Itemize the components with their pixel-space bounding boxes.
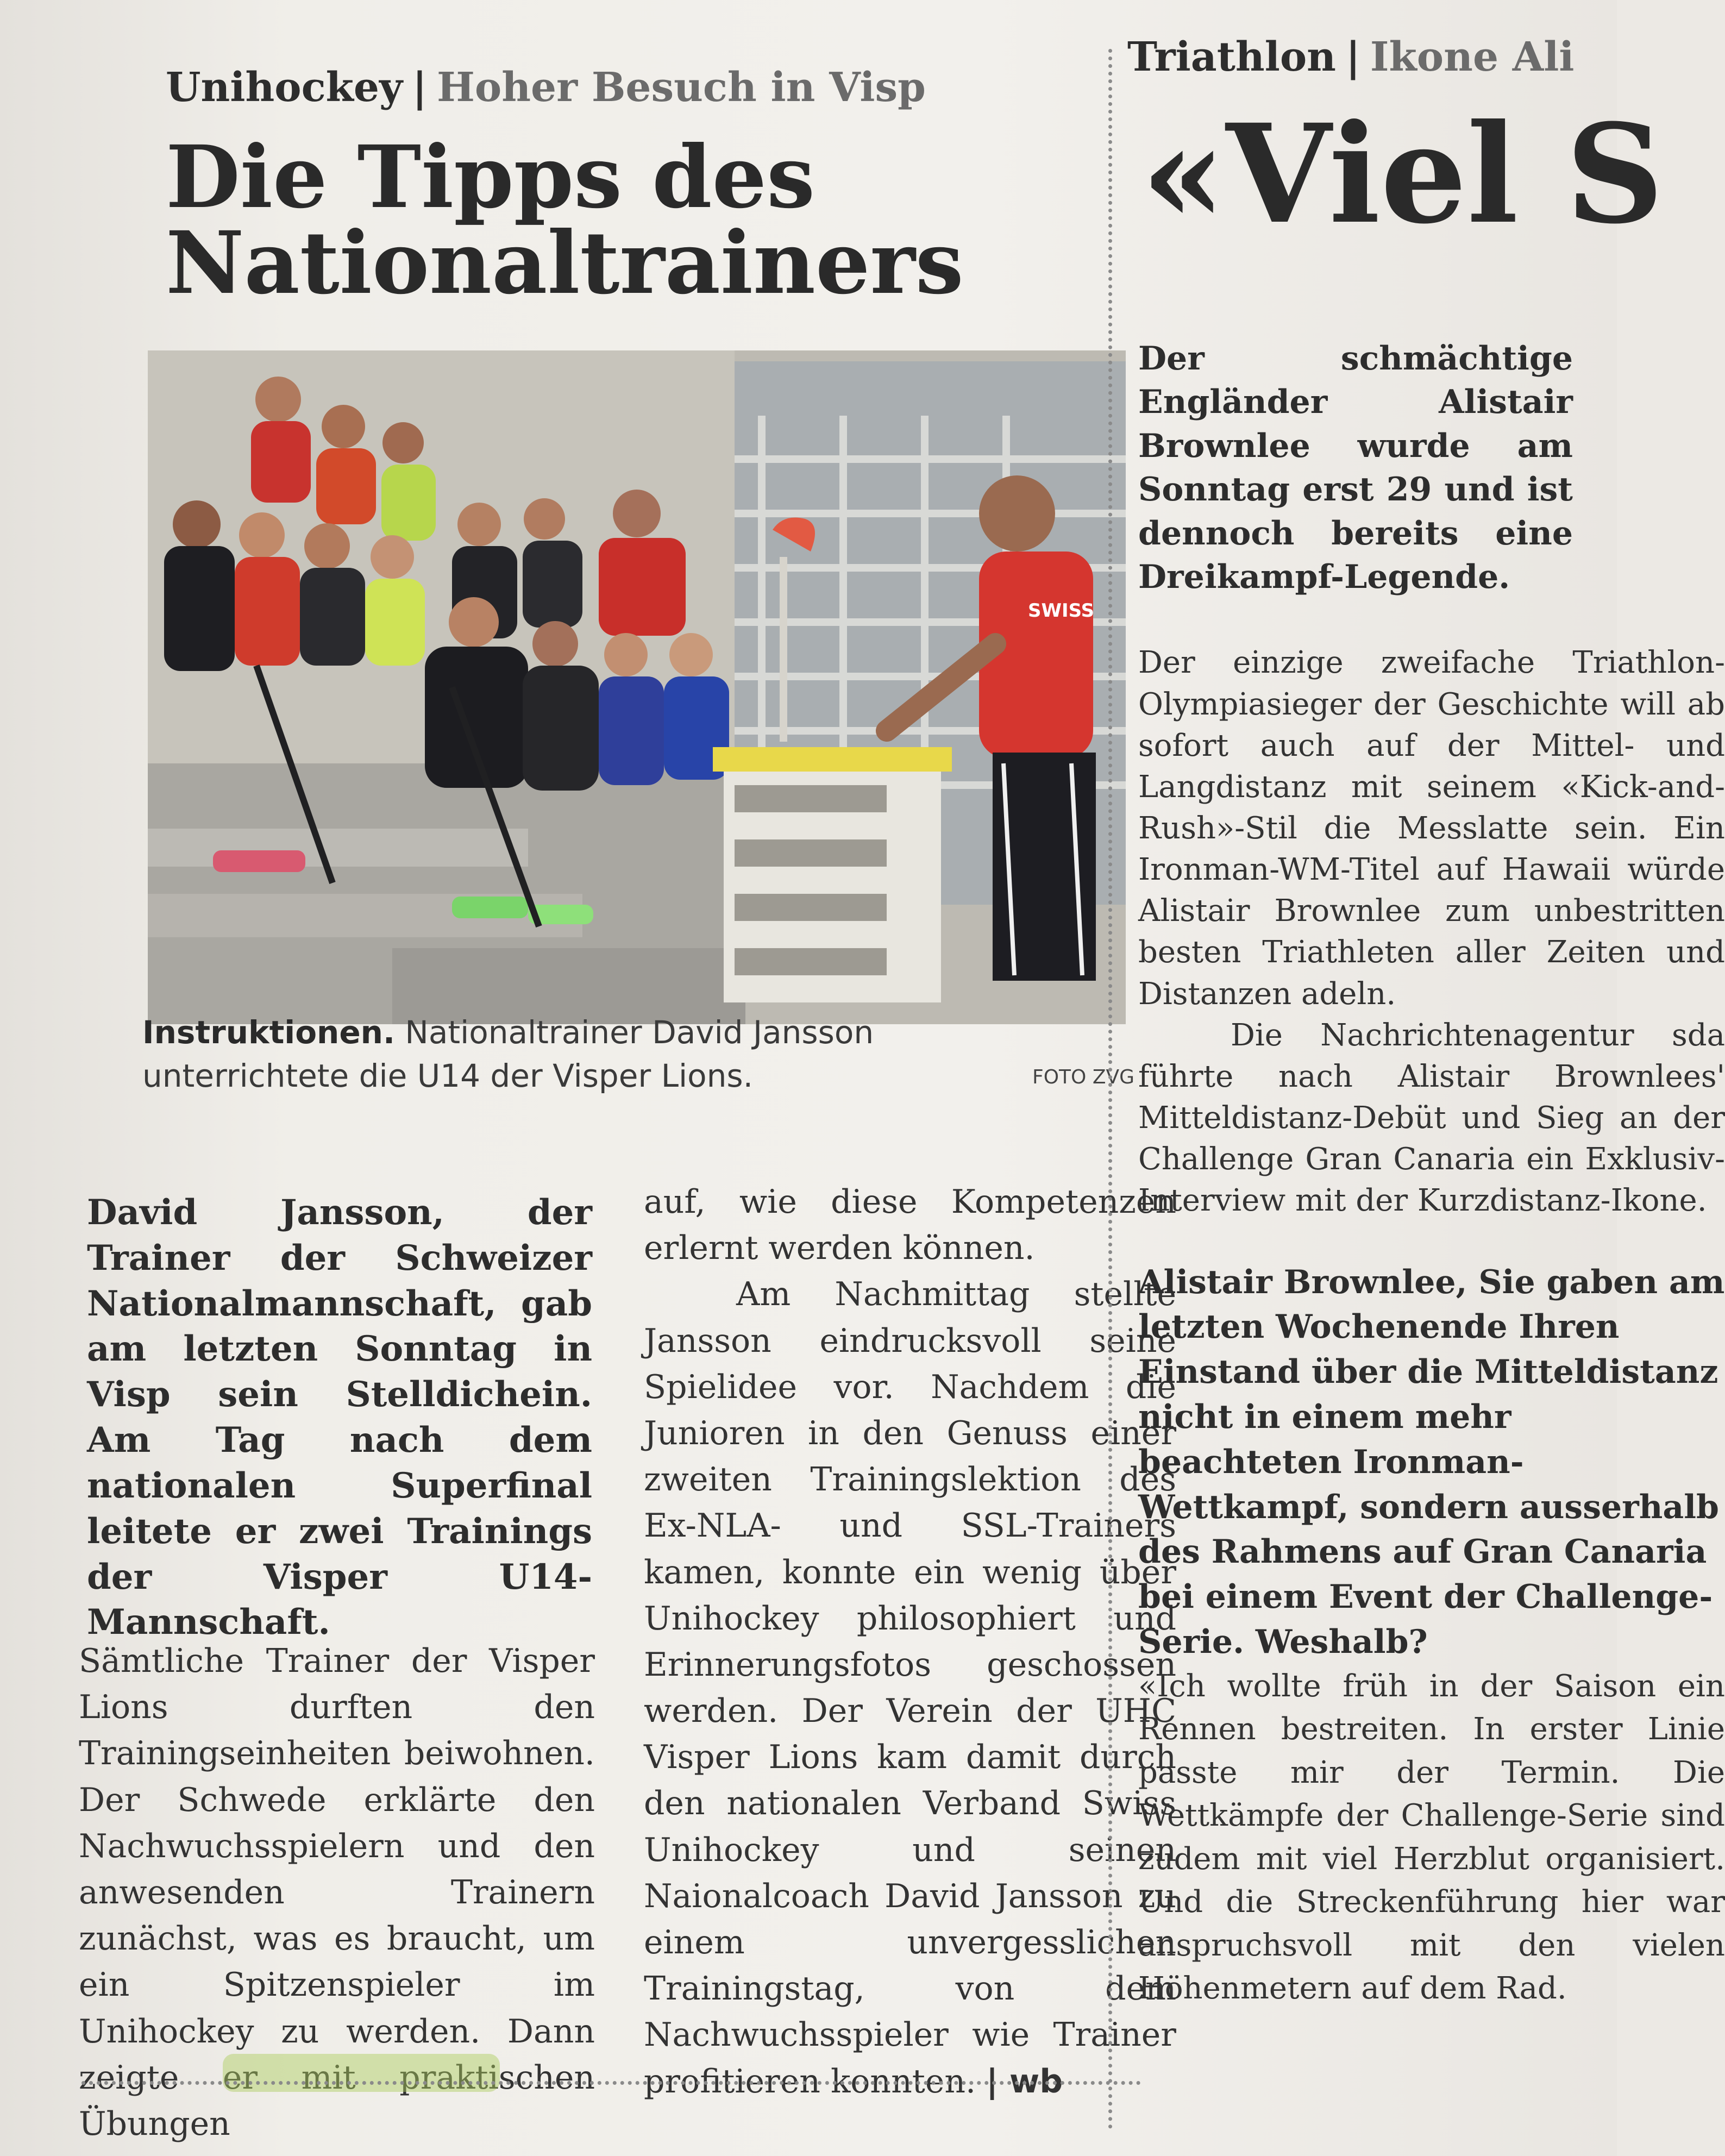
left-article-lead: David Jansson, der Trainer der Schweizer Nationalmannschaft, gab am letzten Sonntag in Visp sein Stelldichein. Am Tag nach dem nationalen Superfinal leitete er zwei Trainings der Visper U14-Mannschaft. bbox=[87, 1192, 592, 1643]
right-article-text-area bbox=[1138, 337, 1725, 2156]
right-article-lead: Der schmächtige Engländer Alistair Brownlee wurde am Sonntag erst 29 und ist dennoch bereits eine Dreikampf-Legende. bbox=[1138, 340, 1573, 596]
left-headline-line1: Die Tipps des bbox=[166, 127, 816, 228]
right-subtopic: Ikone Ali bbox=[1370, 34, 1575, 80]
right-kicker bbox=[1127, 34, 1574, 80]
left-kicker-separator: | bbox=[412, 64, 427, 111]
right-headline: «Viel S bbox=[1141, 94, 1664, 254]
left-body-paragraph-3-text: Am Nachmittag stellte Jansson eindrucksvoll seine Spielidee vor. Nachdem die Junioren in den Genuss einer zweiten Trainingslektion des Ex-NLA- und SSL-Trainers kamen, konnte ein wenig über Unihockey philosophiert und Erinnerungsfotos geschossen werden. Der Verein der UHC Visper Lions kam damit durch den nationalen Verband Swiss Unihockey und seinen Naionalcoach David Jansson zu einem unvergesslichen Trainingstag, von dem Nachwuchsspieler wie Trainer profitieren konnten. bbox=[644, 1275, 1176, 2101]
left-kicker bbox=[166, 64, 926, 111]
left-body-paragraph-3 bbox=[644, 1271, 1176, 2104]
column-divider-rule bbox=[1108, 49, 1112, 2130]
left-headline bbox=[166, 127, 964, 314]
photo-credit: FOTO ZVG bbox=[1032, 1066, 1134, 1088]
training-photo-illustration bbox=[148, 350, 1126, 1024]
green-highlight-marker bbox=[223, 2054, 500, 2092]
caption-text: Nationaltrainer David Jansson unterrichtete die U14 der Visper Lions. bbox=[142, 1014, 874, 1095]
bottom-divider-rule bbox=[81, 2081, 1141, 2085]
author-signature: | wb bbox=[986, 2062, 1063, 2101]
right-body-paragraph-2: Die Nachrichtenagentur sda führte nach Alistair Brownlees' Mitteldistanz-Debüt und Sieg an der Challenge Gran Canaria ein Exklusiv-Interview mit der Kurzdistanz-Ikone. bbox=[1138, 1017, 1725, 1219]
left-topic: Unihockey bbox=[166, 64, 403, 111]
right-body-paragraph-1: Der einzige zweifache Triathlon-Olympiasieger der Geschichte will ab sofort auch auf der Mittel- und Langdistanz mit seinem «Kick-and-Rush»-Stil die Messlatte sein. Ein Ironman-WM-Titel auf Hawaii würde Alistair Brownlee zum unbestritten besten Triathleten aller Zeiten und Distanzen adeln. bbox=[1138, 645, 1725, 1012]
left-body-paragraph-1: Sämtliche Trainer der Visper Lions durften den Trainingseinheiten beiwohnen. Der Schwede erklärte den Nachwuchsspielern und den anwesenden Trainern zunächst, was es braucht, um ein Spitzenspieler im Unihockey zu werden. Dann zeigte er mit praktischen Übungen bbox=[79, 1642, 595, 2143]
left-body-paragraph-2: auf, wie diese Kompetenzen erlernt werden können. bbox=[644, 1183, 1176, 1268]
right-kicker-separator: | bbox=[1345, 34, 1360, 80]
right-topic: Triathlon bbox=[1127, 34, 1336, 80]
right-interview-question: Alistair Brownlee, Sie gaben am letzten Wochenende Ihren Einstand über die Mitteldistanz nicht in einem mehr beachteten Ironman-Wettkampf, sondern ausserhalb des Rahmens auf Gran Canaria bei einem Event der Challenge-Serie. Weshalb? bbox=[1138, 1263, 1725, 1661]
left-headline-line2: Nationaltrainers bbox=[166, 213, 964, 314]
caption-lead-word: Instruktionen. bbox=[142, 1014, 395, 1051]
left-subtopic: Hoher Besuch in Visp bbox=[436, 64, 926, 111]
photo-caption bbox=[142, 1011, 1077, 1098]
right-interview-answer: «Ich wollte früh in der Saison ein Rennen bestreiten. In erster Linie passte mir der Termin. Die Wettkämpfe der Challenge-Serie sind zudem mit viel Herzblut organisiert. Und die Streckenführung hier war anspruchsvoll mit den vielen Höhenmetern auf dem Rad. bbox=[1138, 1668, 1725, 2007]
coach-jersey-text: SWISS bbox=[1028, 600, 1095, 622]
right-body bbox=[1138, 642, 1725, 1221]
article-photo bbox=[148, 350, 1126, 1024]
left-body-column-2 bbox=[644, 1179, 1176, 2105]
